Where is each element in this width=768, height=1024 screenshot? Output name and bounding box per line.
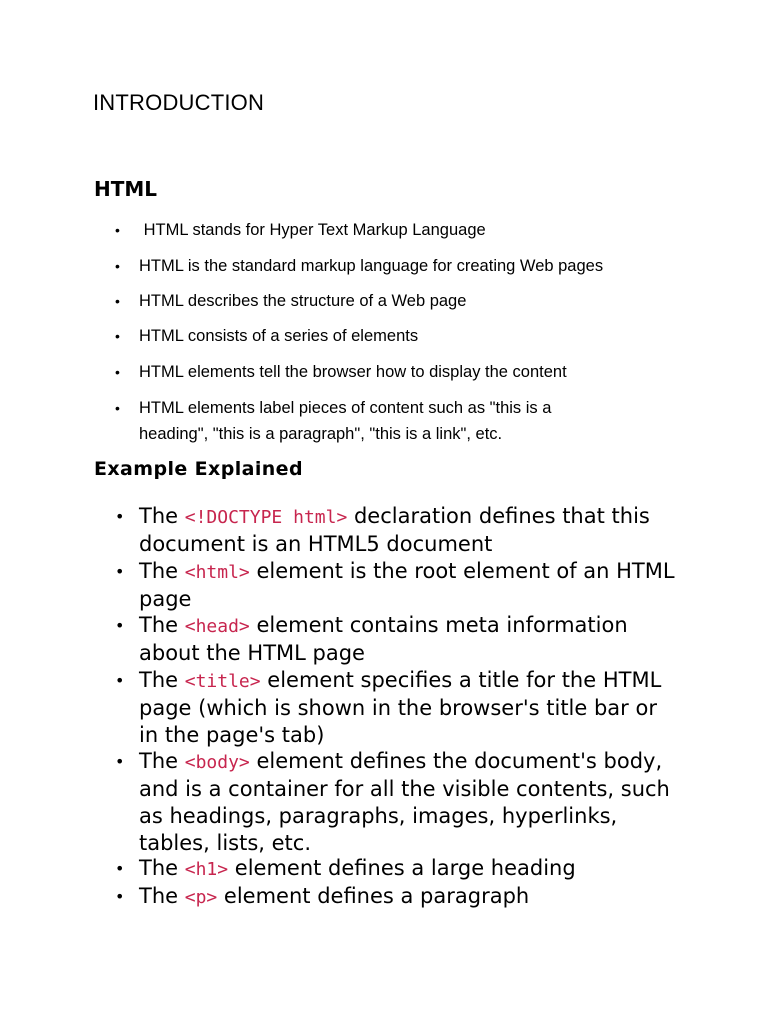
list-item <box>115 395 619 447</box>
section-heading-html: HTML <box>94 177 158 201</box>
bullet-icon: • <box>115 222 120 238</box>
list-item: • The <head> element contains meta information about the HTML page <box>115 613 628 665</box>
list-item <box>115 359 679 385</box>
code-snippet: <p> <box>184 887 218 908</box>
bullet-icon: • <box>115 859 125 878</box>
list-item: • The <!DOCTYPE html> declaration defines that this document is an HTML5 document <box>115 504 650 556</box>
code-snippet: <h1> <box>184 859 229 880</box>
list-item <box>115 253 679 279</box>
code-snippet: <html> <box>184 562 250 583</box>
bullet-icon: • <box>115 328 120 344</box>
page-title: INTRODUCTION <box>93 90 265 115</box>
bullet-icon: • <box>115 671 125 690</box>
bullet-icon: • <box>115 507 125 526</box>
code-snippet: <head> <box>184 616 250 637</box>
list-item-text: HTML describes the structure of a Web page <box>139 292 467 310</box>
list-item-text: HTML consists of a series of elements <box>139 327 419 345</box>
list-item <box>115 217 679 243</box>
list-item-text: HTML elements label pieces of content such as "this is a heading", "this is a paragraph", "this is a link", etc. <box>139 399 552 443</box>
list-item-text: HTML elements tell the browser how to display the content <box>139 363 567 381</box>
code-snippet: <body> <box>184 752 250 773</box>
bullet-icon: • <box>115 400 120 416</box>
code-snippet: <!DOCTYPE html> <box>184 507 348 528</box>
list-item: • The <p> element defines a paragraph <box>115 884 530 908</box>
bullet-icon: • <box>115 752 125 771</box>
list-item: • The <body> element defines the document's body, and is a container for all the visible contents, such as headings, paragraphs, images, hyperlinks, tables, lists, etc. <box>115 749 670 855</box>
bullet-icon: • <box>115 562 125 581</box>
bullet-icon: • <box>115 887 125 906</box>
list-item: • The <h1> element defines a large heading <box>115 856 576 880</box>
list-item-text: HTML is the standard markup language for creating Web pages <box>139 257 604 275</box>
list-item: • The <html> element is the root element of an HTML page <box>115 559 675 611</box>
list-item: • The <title> element specifies a title for the HTML page (which is shown in the browser's title bar or in the page's tab) <box>115 668 662 747</box>
bullet-icon: • <box>115 364 120 380</box>
bullet-icon: • <box>115 293 120 309</box>
bullet-icon: • <box>115 616 125 635</box>
list-item <box>115 288 679 314</box>
list-item-text: HTML stands for Hyper Text Markup Language <box>139 221 486 239</box>
section-heading-example: Example Explained <box>94 458 303 480</box>
bullet-icon: • <box>115 258 120 274</box>
list-item <box>115 323 679 349</box>
code-snippet: <title> <box>184 671 261 692</box>
